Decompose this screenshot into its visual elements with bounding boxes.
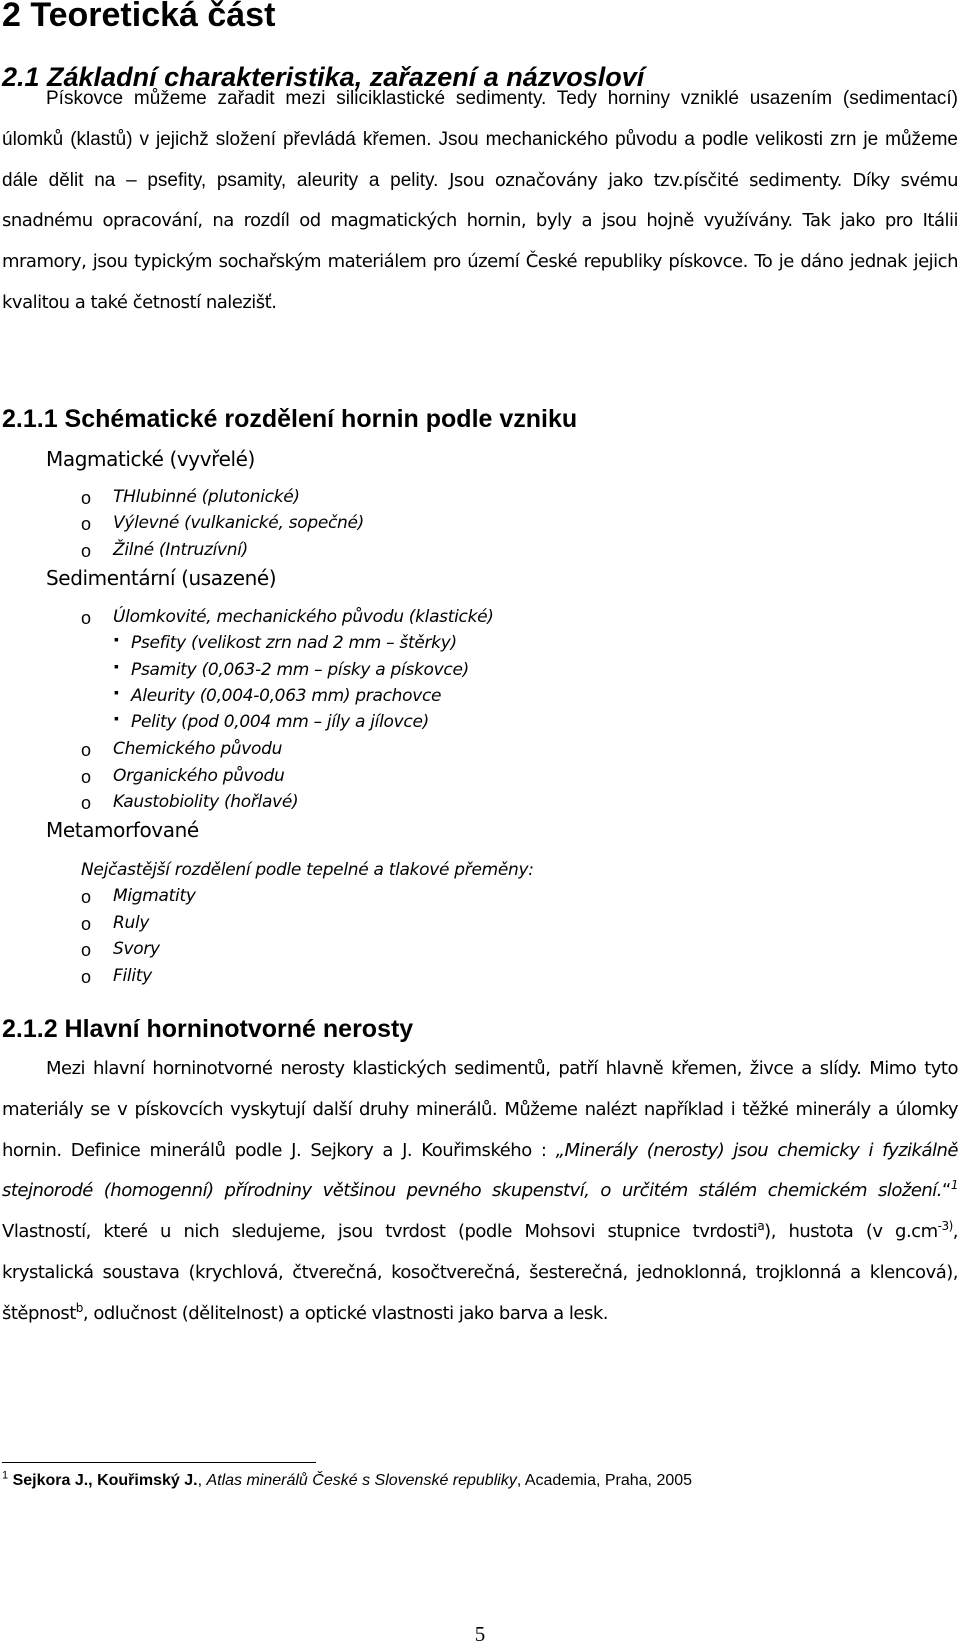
list-subitem: ▪ Psefity (velikost zrn nad 2 mm – štěrky) bbox=[114, 631, 457, 653]
circle-bullet-icon: o bbox=[81, 767, 91, 787]
minerals-heading: 2.1.2 Hlavní horninotvorné nerosty bbox=[2, 1015, 414, 1043]
footnote-authors: Sejkora J., Kouřimský J. bbox=[12, 1472, 198, 1489]
footnote-number: 1 bbox=[2, 1469, 9, 1482]
square-bullet-icon: ▪ bbox=[114, 658, 119, 674]
circle-bullet-icon: o bbox=[81, 740, 91, 760]
schema-heading: 2.1.1 Schématické rozdělení hornin podle vzniku bbox=[2, 405, 578, 433]
list-item: o Organického původu bbox=[81, 766, 285, 787]
intro-rest: Jsou označovány jako tzv.písčité sedimenty. Díky svému snadnému opracování, na rozdíl od magmatických hornin, byly a jsou hojně využívány. Tak jako pro Itálii mramory, jsou typickým sochařským materiálem pro území České republiky pískovce. To je dáno jednak jejich kvalitou a také četností nalezišť. bbox=[2, 169, 959, 313]
definition-quote: „Minerály (nerosty) jsou chemicky i fyzikálně stejnorodé (homogenní) přírodniny většinou pevného skupenství, o určitém stálém chemickém složení. bbox=[2, 1139, 958, 1202]
list-item: o Svory bbox=[81, 939, 160, 960]
category-sedimentary: Sedimentární (usazené) bbox=[46, 566, 277, 590]
footnote-book-title: Atlas minerálů České s Slovenské republiky bbox=[206, 1472, 517, 1489]
category-metamorphic: Metamorfované bbox=[46, 818, 199, 842]
square-bullet-icon: ▪ bbox=[114, 631, 119, 647]
chapter-heading: 2 Teoretická část bbox=[2, 0, 276, 34]
category-magmatic: Magmatické (vyvřelé) bbox=[46, 447, 255, 471]
circle-bullet-icon: o bbox=[81, 793, 91, 813]
list-item: o THlubinné (plutonické) bbox=[81, 487, 300, 508]
footnote-divider bbox=[2, 1462, 316, 1463]
list-item: o Výlevné (vulkanické, sopečné) bbox=[81, 513, 364, 534]
list-item: o Ruly bbox=[81, 913, 150, 934]
list-subitem: ▪ Pelity (pod 0,004 mm – jíly a jílovce) bbox=[114, 710, 429, 732]
metamorphic-intro: Nejčastější rozdělení podle tepelné a tlakové přeměny: bbox=[81, 860, 534, 880]
list-item: o Migmatity bbox=[81, 886, 196, 907]
circle-bullet-icon: o bbox=[81, 940, 91, 960]
list-subitem: ▪ Psamity (0,063-2 mm – písky a pískovce) bbox=[114, 658, 469, 680]
circle-bullet-icon: o bbox=[81, 914, 91, 934]
circle-bullet-icon: o bbox=[81, 887, 91, 907]
intro-lead: Pískovce můžeme zařadit mezi siliciklastické sedimenty. Tedy horniny vzniklé usazením (sedimentací) úlomků (klastů) v jejichž složení převládá křemen. Jsou mechanického původu a podle velikosti zrn je můžeme dále dělit na – psefity, psamity, aleurity a pelity. bbox=[2, 88, 958, 191]
square-bullet-icon: ▪ bbox=[114, 684, 119, 700]
intro-paragraph bbox=[2, 79, 958, 324]
page-number: 5 bbox=[474, 1622, 486, 1646]
circle-bullet-icon: o bbox=[81, 608, 91, 628]
footnote-ref: 1 bbox=[950, 1178, 958, 1193]
list-item: o Fility bbox=[81, 966, 152, 987]
section-heading: 2.1 Základní charakteristika, zařazení a názvosloví bbox=[2, 62, 645, 92]
minerals-paragraph: Mezi hlavní horninotvorné nerosty klastických sedimentů, patří hlavně křemen, živce a slídy. Mimo tyto materiály se v pískovcích vyskytují další druhy minerálů. Můžeme nalézt například i těžké minerály a úlomky hornin. Definice minerálů podle J. Sejkory a J. Kouřimského : „Minerály (nerosty) jsou chemicky i fyzikálně stejnorodé (homogenní) přírodniny většinou pevného skupenství, o určitém stálém chemickém složení.“$^1$ Vlastností, které u nich sledujeme, jsou tvrdost (podle Mohsovi stupnice tvrdosti$^a$), hustota (v $g.cm^{-3)}$, krystalická soustava (krychlová, čtverečná, kosočtverečná, šesterečná, jednoklonná, trojklonná a klencová), štěpnost$^b$, odlučnost (dělitelnost) a optické vlastnosti jako barva a lesk. bbox=[2, 1058, 958, 1324]
list-item: o Úlomkovité, mechanického původu (klastické) bbox=[81, 607, 494, 628]
list-subitem: ▪ Aleurity (0,004-0,063 mm) prachovce bbox=[114, 684, 442, 706]
circle-bullet-icon: o bbox=[81, 541, 91, 561]
circle-bullet-icon: o bbox=[81, 514, 91, 534]
list-item: o Žilné (Intruzívní) bbox=[81, 540, 249, 561]
circle-bullet-icon: o bbox=[81, 488, 91, 508]
square-bullet-icon: ▪ bbox=[114, 710, 119, 726]
circle-bullet-icon: o bbox=[81, 967, 91, 987]
list-item: o Kaustobiolity (hořlavé) bbox=[81, 792, 299, 813]
list-item: o Chemického původu bbox=[81, 739, 283, 760]
footnote: $^1$ Sejkora J., Kouřimský J., Atlas minerálů České s Slovenské republiky, Academia, Praha, 2005 bbox=[2, 1469, 693, 1489]
